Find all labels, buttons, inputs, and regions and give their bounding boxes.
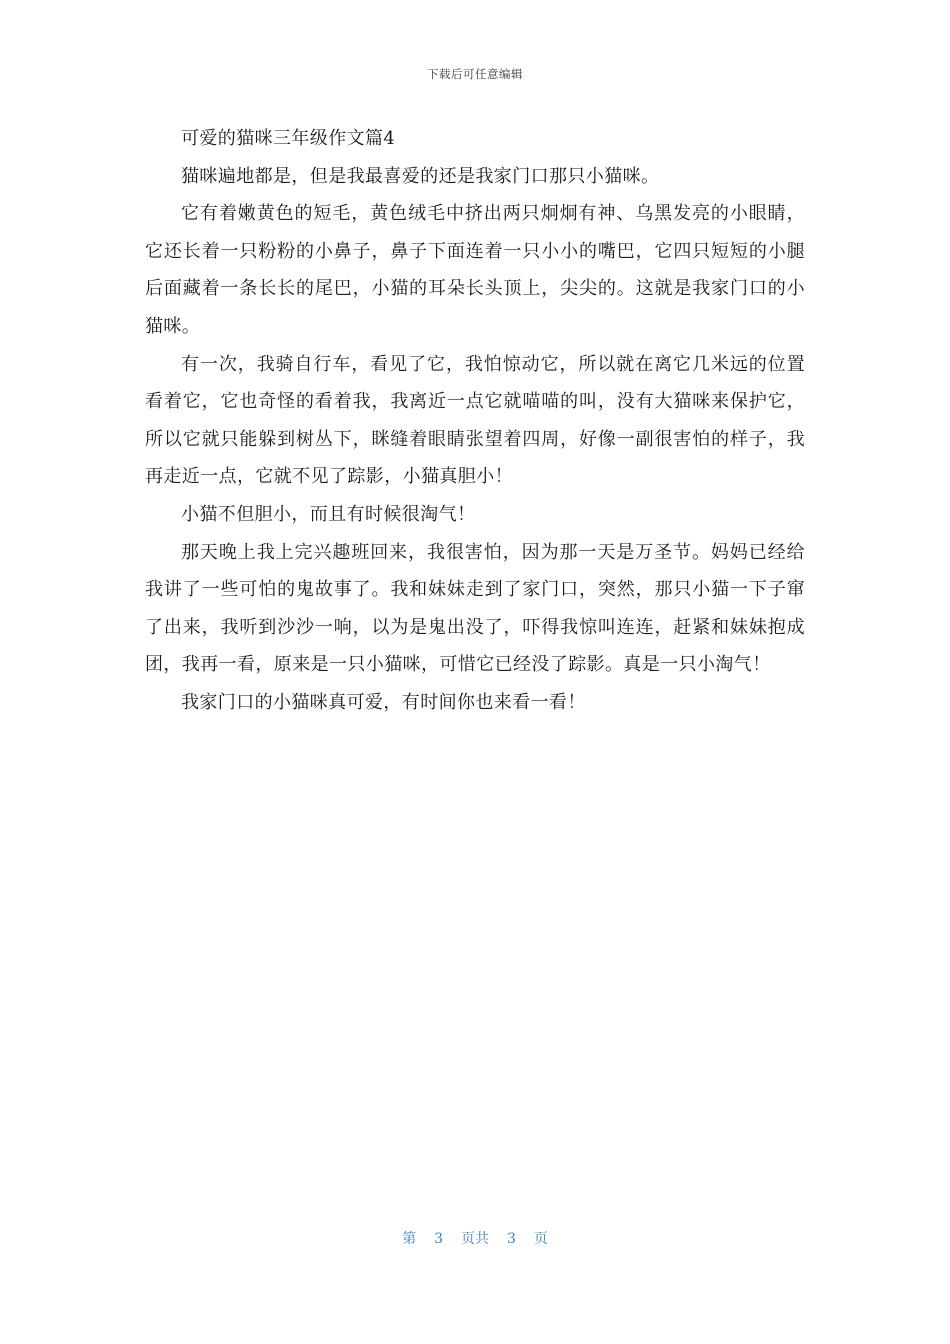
footer-total-pages: 3: [507, 1231, 516, 1247]
footer-of-label: 页共: [461, 1231, 489, 1247]
document-title: 可爱的猫咪三年级作文篇4: [181, 128, 396, 149]
footer-current-page: 3: [434, 1231, 443, 1247]
paragraph: 那天晚上我上完兴趣班回来，我很害怕，因为那一天是万圣节。妈妈已经给我讲了一些可怕的鬼故事了。我和妹妹走到了家门口，突然，那只小猫一下子窜了出来，我听到沙沙一响，以为是鬼出没了，吓得我惊叫连连，赶紧和妹妹抱成团，我再一看，原来是一只小猫咪，可惜它已经没了踪影。真是一只小淘气！: [145, 541, 805, 676]
footer-suffix-label: 页: [533, 1231, 548, 1247]
paragraph: 它有着嫩黄色的短毛，黄色绒毛中挤出两只炯炯有神、乌黑发亮的小眼睛，它还长着一只粉粉的小鼻子，鼻子下面连着一只小小的嘴巴，它四只短短的小腿后面藏着一条长长的尾巴，小猫的耳朵长头顶上，尖尖的。这就是我家门口的小猫咪。: [145, 203, 805, 337]
paragraph: 小猫不但胆小，而且有时候很淘气！: [181, 503, 476, 525]
paragraph: 有一次，我骑自行车，看见了它，我怕惊动它，所以就在离它几米远的位置看着它，它也奇怪的看着我，我离近一点它就喵喵的叫，没有大猫咪来保护它，所以它就只能躲到树丛下，眯缝着眼睛张望着四周，好像一副很害怕的样子，我再走近一点，它就不见了踪影，小猫真胆小！: [145, 353, 805, 488]
document-body: [145, 120, 805, 722]
header-note: 下载后可任意编辑: [427, 67, 523, 81]
paragraph: 我家门口的小猫咪真可爱，有时间你也来看一看！: [181, 691, 586, 713]
paragraph: 猫咪遍地都是，但是我最喜爱的还是我家门口那只小猫咪。: [181, 165, 660, 187]
page-number-footer: [0, 1228, 950, 1248]
footer-page-label: 第: [402, 1231, 417, 1247]
